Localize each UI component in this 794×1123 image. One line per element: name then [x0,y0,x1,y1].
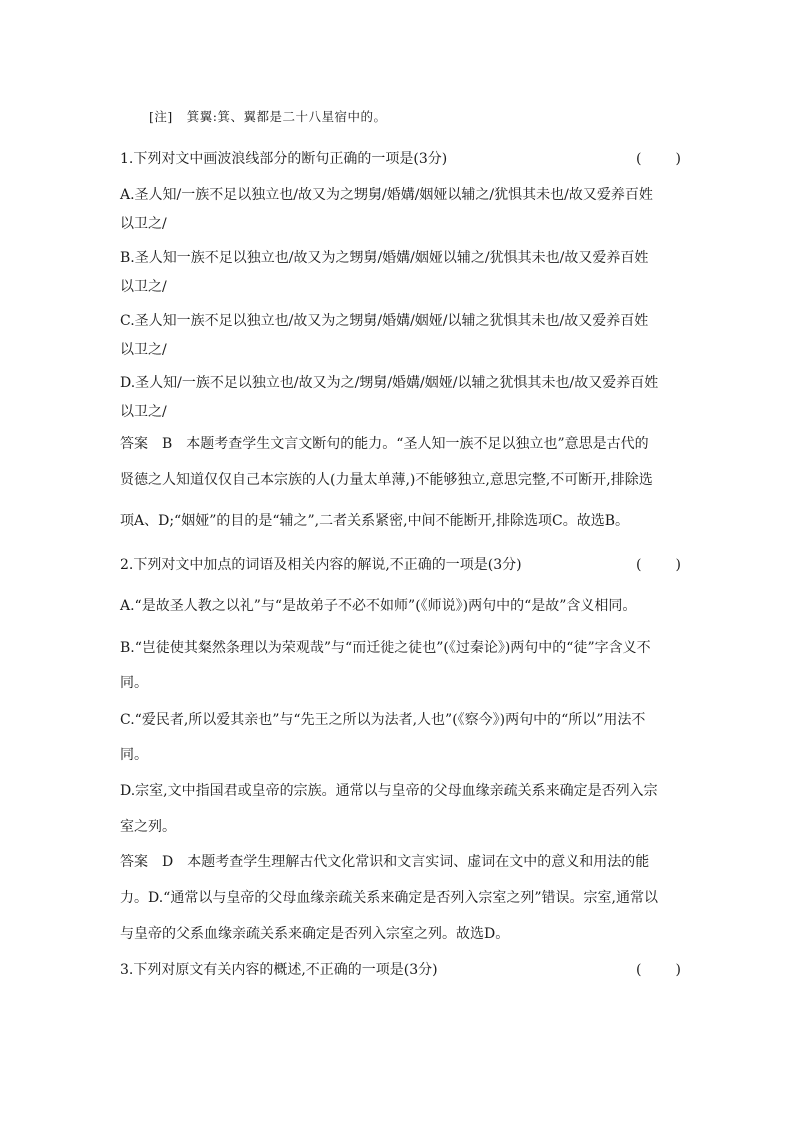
annotation-note [149,107,386,127]
q2-option-d: D.宗室,文中指国君或皇帝的宗族。通常以与皇帝的父母血缘亲疏关系来确定是否列入宗 [120,783,658,799]
q1-option-a-cont: 以卫之/ [120,216,167,232]
q1-stem: 1.下列对文中画波浪线部分的断句正确的一项是(3分) [120,151,448,167]
q1-option-c: C.圣人知一族不足以独立也/故又为之甥舅/婚媾/姻娅/以辅之犹惧其未也/故又爱养百姓 [120,313,649,329]
q1-answer-blank: ( ) [636,151,683,167]
q2-explanation-cont: 力。D.“通常以与皇帝的父母血缘亲疏关系来确定是否列入宗室之列”错误。宗室,通常以 [120,890,658,906]
answer-label: 答案 [120,436,148,452]
q1-explanation [120,434,649,454]
q2-option-d-cont: 室之列。 [120,819,176,835]
q1-option-d: D.圣人知/一族不足以独立也/故又为之/甥舅/婚媾/姻娅/以辅之犹惧其未也/故又爱养百姓 [120,375,659,391]
q2-answer-key: D [162,854,174,870]
q2-option-b: B.“岂徒使其粲然条理以为荣观哉”与“而迁徙之徒也”(《过秦论》)两句中的“徒”字含义不 [120,640,651,656]
q1-answer-key: B [162,436,173,452]
q2-answer-blank: ( ) [636,557,683,573]
q2-option-c-cont: 同。 [120,747,148,763]
q2-option-c: C.“爱民者,所以爱其亲也”与“先王之所以为法者,人也”(《察今》)两句中的“所以”用法不 [120,712,646,728]
q1-explanation-cont-2: 项A、D;“姻娅”的目的是“辅之”,二者关系紧密,中间不能断开,排除选项C。故选B。 [120,513,630,529]
q1-option-d-cont: 以卫之/ [120,404,167,420]
q2-explanation [120,852,649,872]
answer-label: 答案 [120,854,148,870]
q2-option-a: A.“是故圣人教之以礼”与“是故弟子不必不如师”(《师说》)两句中的“是故”含义相同。 [120,598,637,614]
q1-explanation-text: 本题考查学生文言文断句的能力。“圣人知一族不足以独立也”意思是古代的 [186,436,649,452]
q2-option-b-cont: 同。 [120,675,148,691]
q1-option-a: A.圣人知/一族不足以独立也/故又为之甥舅/婚媾/姻娅以辅之/犹惧其未也/故又爱养百姓 [120,187,653,203]
note-tag: [注] [149,109,173,124]
note-text: 箕翼:箕、翼都是二十八星宿中的。 [186,109,387,124]
q2-stem: 2.下列对文中加点的词语及相关内容的解说,不正确的一项是(3分) [120,557,522,573]
q2-explanation-text: 本题考查学生理解古代文化常识和文言实词、虚词在文中的意义和用法的能 [187,854,650,870]
q2-explanation-cont-2: 与皇帝的父系血缘亲疏关系来确定是否列入宗室之列。故选D。 [120,926,510,942]
q1-explanation-cont: 贤德之人知道仅仅自己本宗族的人(力量太单薄,)不能够独立,意思完整,不可断开,排除选 [120,472,653,488]
q3-stem: 3.下列对原文有关内容的概述,不正确的一项是(3分) [120,962,438,978]
q1-option-b-cont: 以卫之/ [120,279,167,295]
q1-option-c-cont: 以卫之/ [120,342,167,358]
q1-option-b: B.圣人知一族不足以独立也/故又为之甥舅/婚媾/姻娅以辅之/犹惧其未也/故又爱养百姓 [120,250,649,266]
q3-answer-blank: ( ) [636,962,683,978]
